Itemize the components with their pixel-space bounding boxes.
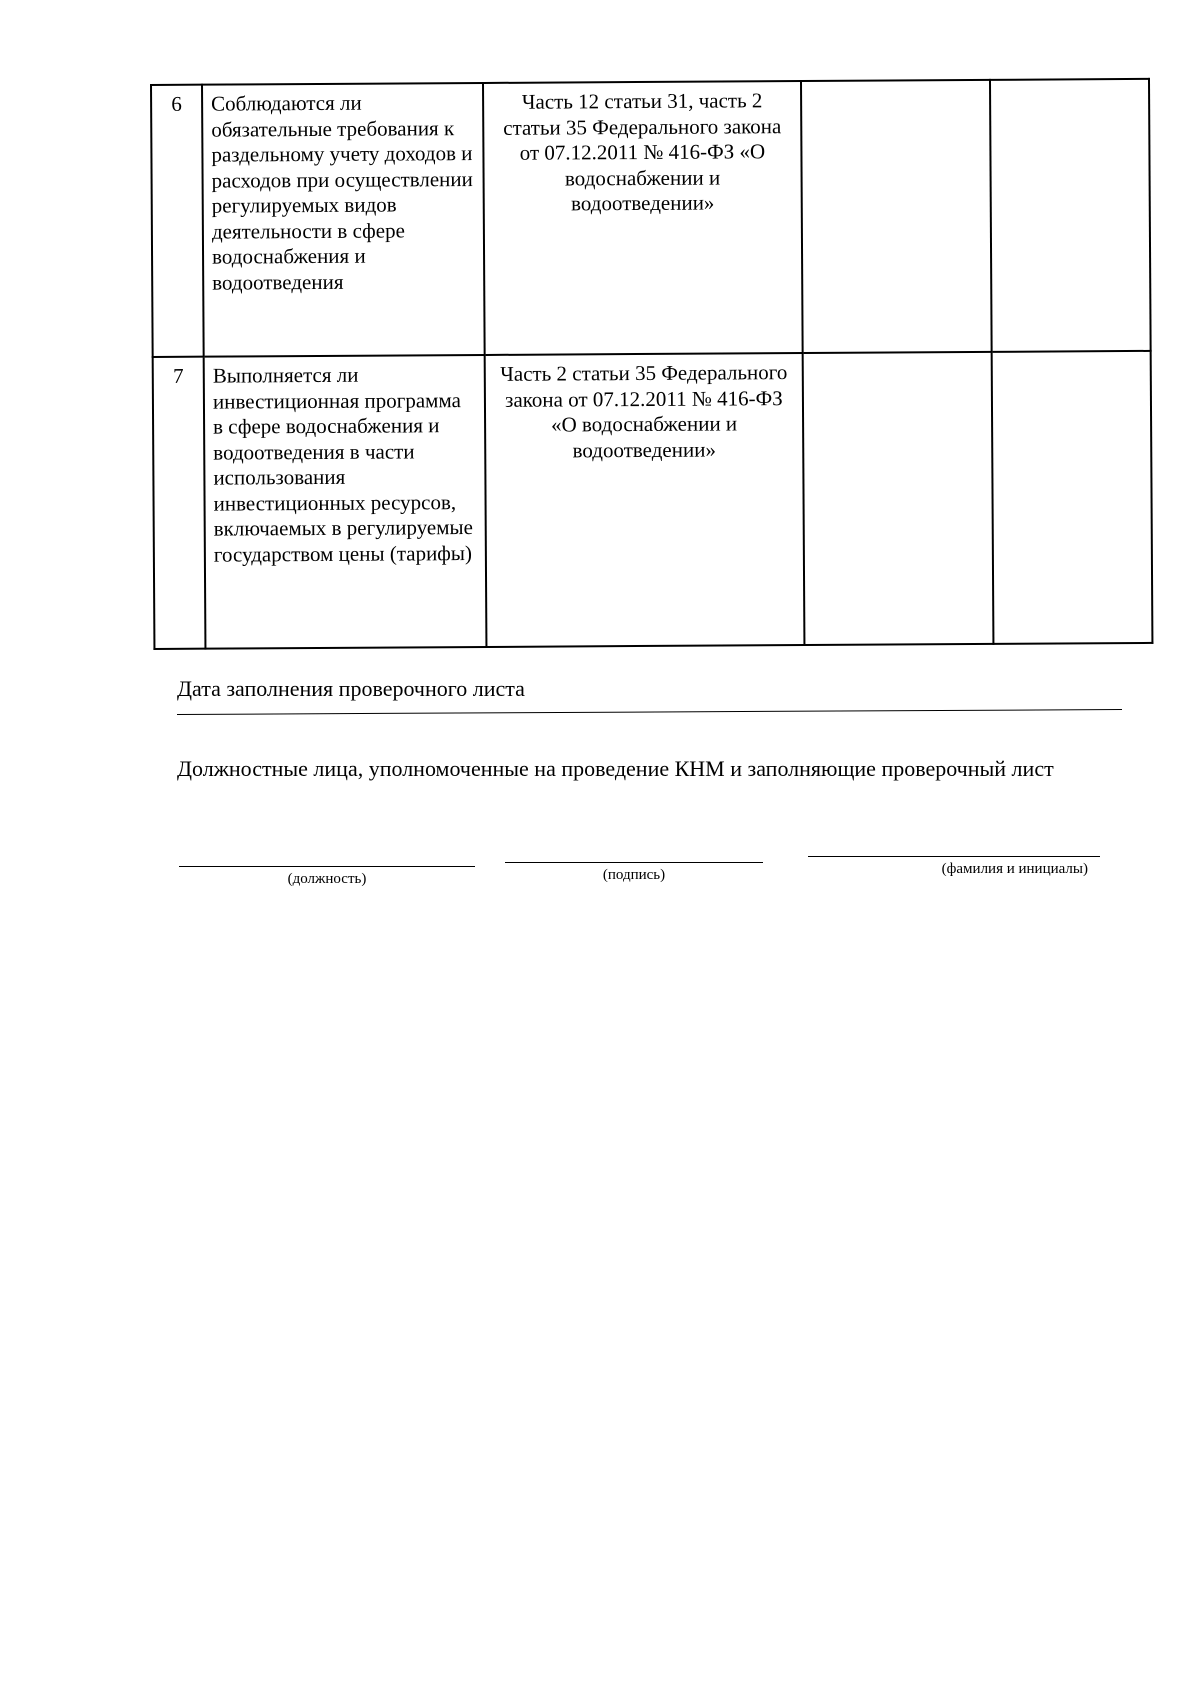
row-number-cell: 6 [151, 85, 204, 357]
checklist-table [150, 78, 1153, 650]
checklist-row-6 [151, 79, 1151, 357]
signature-field [505, 862, 763, 884]
name-line [808, 856, 1100, 857]
note-cell [992, 351, 1153, 644]
row-number-cell: 7 [153, 357, 206, 649]
fill-date-section [177, 676, 1122, 715]
position-signature-field [179, 866, 475, 888]
name-caption: (фамилия и инициалы) [941, 861, 1088, 877]
answer-cell [803, 352, 994, 645]
note-cell [990, 79, 1151, 352]
fill-date-line [177, 709, 1122, 715]
signature-line [505, 862, 763, 863]
requirement-question-cell: Выполняется ли инвестиционная программа в сфере водоснабжения и водоотведения в части использования инвестиционных ресурсов, включаемых в регулируемые государством цены (тарифы) [204, 355, 487, 649]
fill-date-label: Дата заполнения проверочного листа [177, 676, 525, 701]
position-line [179, 866, 475, 867]
position-caption: (должность) [287, 871, 367, 887]
requirement-question-cell: Соблюдаются ли обязательные требования к раздельному учету доходов и расходов при осуществлении регулируемых видов деятельности в сфере водоснабжения и водоотведения [202, 83, 485, 357]
legal-reference-cell: Часть 2 статьи 35 Федерального закона от 07.12.2011 № 416-ФЗ «О водоснабжении и водоотведении» [485, 353, 805, 647]
answer-cell [801, 80, 992, 353]
name-signature-field [808, 856, 1100, 878]
legal-reference-cell: Часть 12 статьи 31, часть 2 статьи 35 Федерального закона от 07.12.2011 № 416-ФЗ «О водоснабжении и водоотведении» [483, 81, 803, 355]
officials-label: Должностные лица, уполномоченные на проведение КНМ и заполняющие проверочный лист [177, 756, 1054, 781]
checklist-row-7 [153, 351, 1153, 649]
signature-caption: (подпись) [602, 867, 666, 883]
